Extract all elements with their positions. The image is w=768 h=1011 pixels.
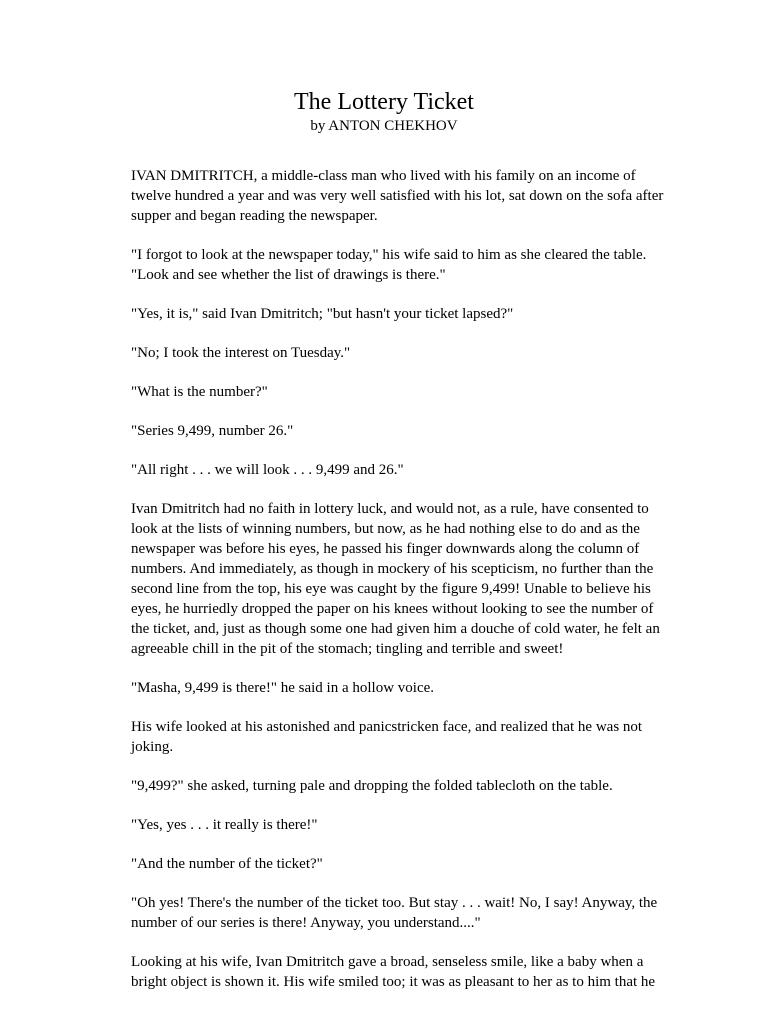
paragraph-line: "Yes, yes . . . it really is there!" [131,817,318,833]
paragraph-line: look at the lists of winning numbers, but now, as he had nothing else to do and as the [131,521,640,537]
document-byline: by ANTON CHEKHOV [310,118,458,134]
paragraph [131,776,651,796]
paragraph [131,245,651,285]
paragraph-line: the ticket, and, just as though some one had given him a douche of cold water, he felt an [131,621,660,637]
paragraph [131,952,656,992]
paragraph [131,815,651,835]
paragraph [131,499,660,659]
paragraph-line: "Masha, 9,499 is there!" he said in a hollow voice. [131,680,435,696]
paragraph-line: supper and began reading the newspaper. [131,208,378,224]
paragraph-line: "I forgot to look at the newspaper today," his wife said to him as she cleared the table. [131,247,647,263]
paragraph-line: bright object is shown it. His wife smiled too; it was as pleasant to her as to him that he [131,974,656,990]
paragraph-line: "What is the number?" [131,384,268,400]
paragraph-line: agreeable chill in the pit of the stomach; tingling and terrible and sweet! [131,641,564,657]
paragraph-line: second line from the top, his eye was caught by the figure 9,499! Unable to believe his [131,581,651,597]
paragraph-line: IVAN DMITRITCH, a middle-class man who lived with his family on an income of [131,168,636,184]
document-body [131,166,664,1011]
paragraph-line: "And the number of the ticket?" [131,856,323,872]
paragraph-line: newspaper was before his eyes, he passed his finger downwards along the column of [131,541,640,557]
paragraph-line: "Oh yes! There's the number of the ticket too. But stay . . . wait! No, I say! Anyway, the [131,895,658,911]
paragraph [131,166,664,226]
paragraph [131,717,651,757]
paragraph-line: numbers. And immediately, as though in mockery of his scepticism, no further than the [131,561,654,577]
paragraph [131,854,651,874]
paragraph [131,304,651,324]
paragraph-line: His wife looked at his astonished and panicstricken face, and realized that he was not [131,719,643,735]
paragraph [131,893,658,933]
paragraph-line: "Yes, it is," said Ivan Dmitritch; "but hasn't your ticket lapsed?" [131,306,514,322]
paragraph [131,678,651,698]
paragraph-line: Looking at his wife, Ivan Dmitritch gave a broad, senseless smile, like a baby when a [131,954,644,970]
paragraph-line: "No; I took the interest on Tuesday." [131,345,351,361]
paragraph-line: "9,499?" she asked, turning pale and dropping the folded tablecloth on the table. [131,778,613,794]
paragraph-line: twelve hundred a year and was very well satisfied with his lot, sat down on the sofa after [131,188,664,204]
paragraph-line: eyes, he hurriedly dropped the paper on his knees without looking to see the number of [131,601,654,617]
paragraph [131,460,651,480]
paragraph-line: "Series 9,499, number 26." [131,423,294,439]
paragraph [131,421,651,441]
paragraph-line: "All right . . . we will look . . . 9,499 and 26." [131,462,404,478]
paragraph-line: Ivan Dmitritch had no faith in lottery luck, and would not, as a rule, have consented to [131,501,649,517]
paragraph-line: joking. [131,739,174,755]
paragraph-line: "Look and see whether the list of drawings is there." [131,267,446,283]
paragraph [131,382,651,402]
paragraph [131,343,651,363]
document-title: The Lottery Ticket [294,89,474,115]
paragraph-line: number of our series is there! Anyway, you understand...." [131,915,481,931]
